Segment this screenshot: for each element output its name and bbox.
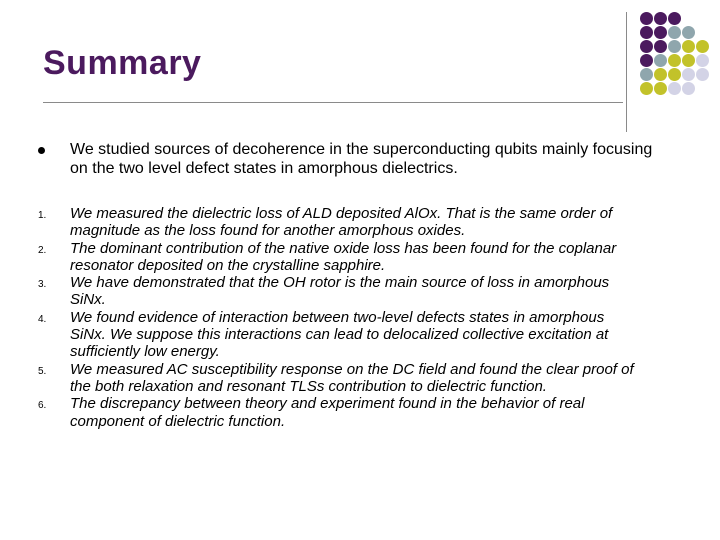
list-item-text [70,205,680,240]
list-item-line: We have demonstrated that the OH rotor is the main source of loss in amorphous [70,274,610,292]
list-item [38,240,688,275]
decor-dot [640,26,653,39]
decor-dot [682,54,695,67]
list-item [38,395,688,430]
decor-dot [682,82,695,95]
list-item-line: The discrepancy between theory and experiment found in the behavior of real [70,395,585,413]
list-item-number: 6. [38,400,47,412]
bullet-text: We studied sources of decoherence in the superconducting qubits mainly focusing on the two level defect states in amorphous dielectrics. [70,141,653,177]
list-item-text [70,309,680,361]
decor-dot [668,26,681,39]
title-divider [43,102,623,103]
list-item-line: SiNx. [70,291,106,309]
corner-divider [626,12,627,132]
list-item-number: 5. [38,365,47,377]
decor-dot [696,68,709,81]
list-item-line: The dominant contribution of the native oxide loss has been found for the coplanar [70,239,617,257]
decor-dot [640,68,653,81]
list-item-text [70,395,680,430]
decor-dot [654,68,667,81]
decor-dot [654,12,667,25]
list-item-text [70,361,680,396]
decor-dot [696,40,709,53]
decor-dot [668,40,681,53]
decor-dot [682,68,695,81]
decor-dot [682,40,695,53]
list-item-line: resonator deposited on the crystalline sapphire. [70,256,386,274]
list-item-number: 1. [38,210,47,221]
list-item-line: We found evidence of interaction between two-level defects states in amorphous [70,308,605,326]
summary-bullet [38,140,678,178]
decor-dot [640,82,653,95]
list-item-text [70,240,680,275]
decor-dot [668,54,681,67]
list-item-number: 2. [38,244,47,256]
list-item-number: 4. [38,313,47,325]
decor-dot [654,40,667,53]
decor-dot [668,68,681,81]
bullet-dot-icon [38,147,45,154]
decor-dot [668,12,681,25]
title: Summary [43,44,202,82]
decor-dot [696,54,709,67]
list-item [38,309,688,361]
list-item-line: SiNx. We suppose this interactions can lead to delocalized collective excitation at [70,326,609,344]
decor-dot [654,82,667,95]
list-item-line: sufficiently low energy. [70,343,220,361]
list-item-line: We measured the dielectric loss of ALD deposited AlOx. That is the same order of [70,205,613,222]
numbered-list [38,205,688,430]
decor-dot [682,26,695,39]
list-item [38,205,688,240]
decor-dot [640,12,653,25]
list-item-line: magnitude as the loss found for another amorphous oxides. [70,222,466,240]
decor-dot [668,82,681,95]
decor-dot [640,40,653,53]
list-item-line: component of dielectric function. [70,412,286,430]
list-item-number: 3. [38,279,47,291]
list-item-line: We measured AC susceptibility response on the DC field and found the clear proof of [70,360,634,378]
list-item-text [70,274,680,309]
list-item [38,274,688,309]
list-item [38,361,688,396]
corner-dot-grid [640,12,720,112]
list-item-line: the both relaxation and resonant TLSs contribution to dielectric function. [70,377,547,395]
decor-dot [640,54,653,67]
decor-dot [654,54,667,67]
decor-dot [654,26,667,39]
